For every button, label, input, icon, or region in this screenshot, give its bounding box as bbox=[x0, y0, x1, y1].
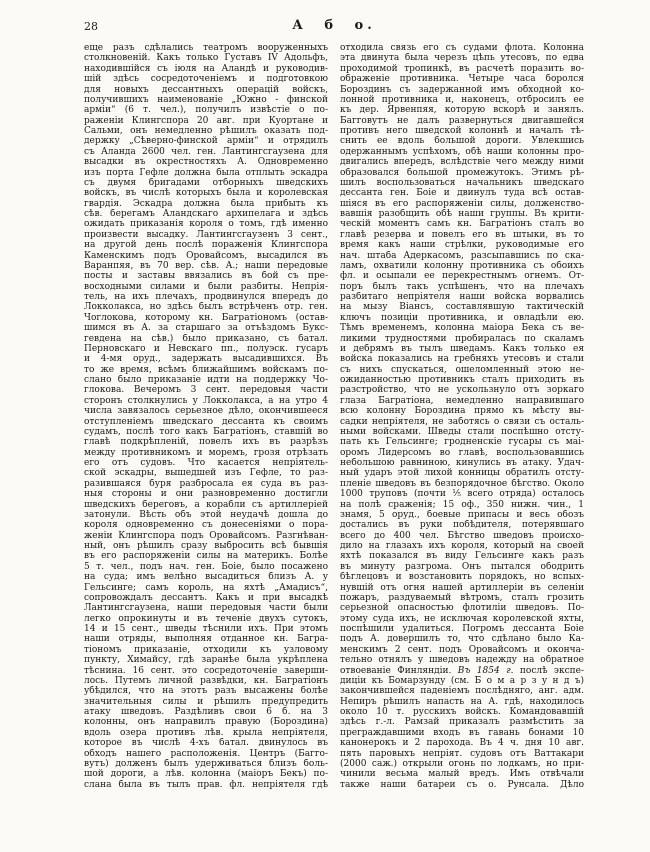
page-header bbox=[84, 18, 584, 36]
text-line: то же время, всѣмъ ближайшимъ войскамъ по- bbox=[84, 364, 328, 375]
text-line: вавшія разобщить обѣ наши группы. Въ крити- bbox=[340, 209, 584, 219]
text-line: высадки въ окрестностяхъ А. Одновременно bbox=[84, 157, 328, 168]
text-line: тельно отнялъ у шведовъ надежду на обратное bbox=[340, 655, 584, 666]
text-line: Бороздинъ съ задержанной имъ обходной ко- bbox=[340, 84, 584, 95]
text-line: знамя, 5 оруд., боевые припасы и весь обозъ bbox=[340, 509, 584, 520]
text-line: всего до 400 чел. Бѣгство шведовъ происхо- bbox=[340, 530, 584, 541]
text-line: къ дер. Ярвенпяя, которую вскорѣ и занялъ. bbox=[340, 105, 584, 116]
text-line: здѣсь г.-л. Рамзай приказалъ размѣстить за bbox=[340, 717, 584, 728]
text-line: гвардія. Эскадра должна была прибыть къ bbox=[84, 198, 328, 209]
text-line: бѣглецовъ и возстановить порядокъ, но вспых- bbox=[340, 572, 584, 583]
text-line: изъ порта Гефле должна была отплыть эскадра bbox=[84, 167, 328, 178]
text-line: глаза Багратіона, немедленно направившаго bbox=[340, 395, 584, 406]
text-line: держку „Сѣверно-финской арміи“ и отрядилъ bbox=[84, 136, 328, 147]
text-line: лось. Путемъ личной развѣдки, кн. Багратіонъ bbox=[84, 675, 328, 686]
text-line: 5 т. чел., подъ нач. ген. Боіе, было посажено bbox=[84, 561, 328, 572]
text-line: сторонъ столкнулись у Локколакса, а на утро 4 bbox=[84, 395, 328, 406]
text-line: поспѣшили удалиться. Погромъ дессанта Боіе bbox=[340, 624, 584, 634]
text-line: произвести высадку. Лантингсгаузенъ 3 сент., bbox=[84, 229, 328, 240]
text-line: фл. и осыпали ее перекрестнымъ огнемъ. От- bbox=[340, 271, 584, 282]
text-line: ныя стороны и они разновременно достигли bbox=[84, 489, 328, 500]
text-line: ской эскадры, вышедшей изъ Гефле, то раз- bbox=[84, 468, 328, 479]
text-line: диціи къ Бомарзунду (см. Б о м а р з у н д ъ) bbox=[340, 675, 584, 686]
text-line: которое въ числѣ 4-хъ батал. двинулось въ bbox=[84, 738, 328, 749]
text-line: съ нихъ спускаться, ошеломленный этою не- bbox=[340, 364, 584, 375]
text-line: слана была въ тылъ прав. фл. непріятеля гдѣ bbox=[84, 779, 328, 790]
text-line: шій здѣсь сосредоточеніемъ и подготовкою bbox=[84, 74, 328, 85]
text-line: обходъ нашего расположенія. Центръ (Багго- bbox=[84, 748, 328, 759]
text-line: пять паровыхъ непріят. судовъ отъ Ваттакари bbox=[340, 748, 584, 759]
text-line: въ минуту разгрома. Онъ пытался ободрить bbox=[340, 561, 584, 572]
text-line: отходила связь его съ судами флота. Колонна bbox=[340, 43, 584, 53]
text-line: главѣ подкрѣпленій, повелъ ихъ въ разрѣзъ bbox=[84, 437, 328, 448]
text-line: (2000 саж.) открыли огонь по лодкамъ, но при- bbox=[340, 758, 584, 769]
text-line: Непиръ рѣшилъ напасть на А. гдѣ, находилось bbox=[340, 696, 584, 707]
text-line: на суда; имъ велѣно высадиться близъ А. у bbox=[84, 572, 328, 583]
text-line: преграждавшими входъ въ гавань бонами 10 bbox=[340, 727, 584, 738]
text-line: достались въ руки побѣдителя, потерявшаго bbox=[340, 520, 584, 531]
text-line: лонной противника и, наконецъ, отбросилъ ее bbox=[340, 94, 584, 105]
text-line: проходимой тропинкѣ, въ расчетѣ поразить во- bbox=[340, 63, 584, 74]
text-line: пать къ Гельсинге; гродненскіе гусары съ маі- bbox=[340, 437, 584, 448]
text-line: чинили весьма малый вредъ. Имъ отвѣчали bbox=[340, 769, 584, 780]
text-line: сопровождалъ дессантъ. Какъ и при высадкѣ bbox=[84, 592, 328, 603]
text-line: посты и заставы ввязались въ бой съ пре- bbox=[84, 271, 328, 282]
text-line: серьезной опасностью флотиліи шведовъ. По- bbox=[340, 603, 584, 614]
text-line: нач. штаба Адеркасомъ, разсыпавшись по ска- bbox=[340, 250, 584, 261]
text-line: нувшій отъ огня нашей артиллеріи въ селеніи bbox=[340, 582, 584, 593]
text-line: войска показались на гребняхъ утесовъ и стали bbox=[340, 354, 584, 365]
text-line: шіяся въ его распоряженіи силы, долженство- bbox=[340, 198, 584, 209]
text-line: съ Аланда 2600 чел. ген. Лантингсгаузена для bbox=[84, 146, 328, 157]
text-line: ламъ, охватили колонну противника съ обоихъ bbox=[340, 260, 584, 271]
text-line: Перновскаго и Невскаго пп., полуэск. гусаръ bbox=[84, 343, 328, 354]
text-line: вдоль озера противъ лѣв. крыла непріятеля, bbox=[84, 727, 328, 738]
text-line: садки непріятеля, не заботясь о связи съ осталь- bbox=[340, 416, 584, 427]
text-line: отвоеваніе Финляндіи. Въ 1854 г. послѣ экспе- bbox=[340, 665, 584, 676]
text-line: гевдена на сѣв.) было приказано, съ батал. bbox=[84, 333, 328, 344]
text-line: Гельсинге; самъ король, на яхтѣ „Амадисъ“, bbox=[84, 582, 328, 593]
page-number: 28 bbox=[84, 20, 98, 33]
text-line: пожаръ, раздуваемый вѣтромъ, сталъ грозить bbox=[340, 592, 584, 603]
text-line: двигались впередъ, вслѣдствіе чего между ними bbox=[340, 157, 584, 168]
right-column bbox=[340, 43, 584, 790]
text-line: восходными силами и были разбиты. Непрія- bbox=[84, 281, 328, 292]
text-line: Локколакса, но здѣсь былъ встрѣченъ отр. ген. bbox=[84, 302, 328, 313]
text-line: ными войсками. Шведы стали поспѣшно отсту- bbox=[340, 426, 584, 437]
text-line: Каменскимъ подъ Оровайсомъ, высадился въ bbox=[84, 250, 328, 261]
text-line: на мызу Віансъ, составлявшую тактическій bbox=[340, 302, 584, 313]
text-line: шведскихъ береговъ, а корабли съ артиллеріей bbox=[84, 499, 328, 510]
text-line: атаку шведовъ. Раздѣливъ свои 6 б. на 3 bbox=[84, 707, 328, 717]
text-line: шимся въ А. за старшаго за отъѣздомъ Букс- bbox=[84, 323, 328, 334]
text-line: оромъ Лидерсомъ во главѣ, воспользовавшись bbox=[340, 447, 584, 458]
text-line: числа завязалось серьезное дѣло, окончившееся bbox=[84, 406, 328, 417]
text-line: ображеніе противника. Четыре часа боролся bbox=[340, 74, 584, 85]
text-line: разбитаго непріятеля наши войска ворвались bbox=[340, 292, 584, 302]
text-line: наши отряды, выполняя отданное кн. Багра- bbox=[84, 634, 328, 645]
text-line: ный ударъ этой лихой конницы обратилъ отсту- bbox=[340, 468, 584, 479]
text-line: между противникомъ и моремъ, грозя отрѣзать bbox=[84, 447, 328, 458]
text-line: отступленіемъ шведскаго дессанта къ своимъ bbox=[84, 416, 328, 427]
text-line: женіи Клингспора подъ Оровайсомъ. Разгнѣван- bbox=[84, 530, 328, 541]
text-line: образовался большой промежутокъ. Этимъ рѣ- bbox=[340, 167, 584, 178]
text-line: глокова. Вечеромъ 3 сент. передовыя части bbox=[84, 385, 328, 396]
text-line: эта двинута была черезъ цѣпь утесовъ, по едва bbox=[340, 53, 584, 64]
text-line: на полѣ сраженія; 15 оф., 350 нижн. чин., 1 bbox=[340, 499, 584, 510]
text-line: ческій моментъ самъ кн. Багратіонъ сталъ во bbox=[340, 219, 584, 230]
text-line: противъ него шведской колоннѣ и началъ тѣ- bbox=[340, 126, 584, 136]
text-line: дессанта ген. Боіе и двинулъ туда всѣ остав- bbox=[340, 188, 584, 199]
text-line: ликими трудностями пробиралась по скаламъ bbox=[340, 333, 584, 344]
text-line: яхтѣ показался въ виду Гельсинге какъ разъ bbox=[340, 551, 584, 562]
text-line: Лантингсгаузена, наши передовыя части были bbox=[84, 603, 328, 614]
text-line: шой дороги, а лѣв. колонна (маіоръ Бекъ) по- bbox=[84, 769, 328, 780]
text-line: пленіе шведовъ въ безпорядочное бѣгство. Около bbox=[340, 478, 584, 489]
text-line: всю колонну Бороздина прямо къ мѣсту вы- bbox=[340, 406, 584, 417]
text-line: Сальми, онъ немедленно рѣшилъ оказать под- bbox=[84, 126, 328, 136]
text-line: сѣв. берегамъ Аландскаго архипелага и здѣсь bbox=[84, 209, 328, 219]
text-line: вутъ) долженъ былъ удерживаться близъ боль- bbox=[84, 758, 328, 769]
text-line: раженіи Клингспора 20 авг. при Куортане и bbox=[84, 115, 328, 126]
page-title: А б о. bbox=[292, 18, 376, 33]
text-line: разившаяся буря разбросала ея суда въ раз- bbox=[84, 478, 328, 489]
text-line: значительныя силы и рѣшилъ предупредить bbox=[84, 696, 328, 707]
text-line: легко опрокинуты и въ теченіе двухъ сутокъ, bbox=[84, 613, 328, 624]
article-text bbox=[84, 43, 584, 790]
text-line: еще разъ сдѣлались театромъ вооруженныхъ bbox=[84, 43, 328, 53]
text-line: затонули. Вѣсть объ этой неудачѣ дошла до bbox=[84, 509, 328, 520]
text-line: 1000 труповъ (почти ⅕ всего отряда) осталось bbox=[340, 489, 584, 500]
text-line: пункту, Химайсу, гдѣ заранѣе была укрѣплена bbox=[84, 655, 328, 666]
text-line: его отъ судовъ. Что касается непріятель- bbox=[84, 458, 328, 468]
text-line: разстройство, что не ускользнуло отъ зоркаго bbox=[340, 385, 584, 396]
text-line: закончившейся паденіемъ послѣдняго, анг. адм. bbox=[340, 686, 584, 697]
text-line: 14 и 15 сент., шведы тѣснили ихъ. При этомъ bbox=[84, 624, 328, 634]
text-line: подъ А. довершилъ то, что сдѣлано было Ка- bbox=[340, 634, 584, 645]
text-line: небольшою равниною, кинулись въ атаку. Удач- bbox=[340, 458, 584, 468]
text-line: Тѣмъ временемъ, колонна маіора Бека съ ве- bbox=[340, 323, 584, 334]
text-line: также наши батареи съ о. Рунсала. Дѣло bbox=[340, 779, 584, 790]
text-line: ожиданностью противникъ сталъ приходить въ bbox=[340, 375, 584, 385]
text-line: съ двумя бригадами отборныхъ шведскихъ bbox=[84, 177, 328, 188]
text-line: находившійся съ іюля на Аландѣ и руководив- bbox=[84, 63, 328, 74]
text-line: Багговутъ не далъ развернуться двигавшейся bbox=[340, 115, 584, 126]
text-line: около 10 т. русскихъ войскъ. Командовавшій bbox=[340, 707, 584, 717]
text-line: шилъ воспользоваться начальникъ шведскаго bbox=[340, 177, 584, 188]
text-line: менскимъ 2 сент. подъ Оровайсомъ и оконча- bbox=[340, 644, 584, 655]
text-line: этому суда ихъ, не исключая королевской яхты, bbox=[340, 613, 584, 624]
text-line: получившихъ наименованіе „Южно - финской bbox=[84, 94, 328, 105]
text-line: ключъ позиціи противника, и овладѣли ею. bbox=[340, 312, 584, 323]
text-line: главѣ резерва и повелъ его въ штыки, въ то bbox=[340, 229, 584, 240]
text-line: и 4-мя оруд., задержать высадившихся. Въ bbox=[84, 354, 328, 365]
text-line: тіономъ приказаніе, отходили къ узловому bbox=[84, 644, 328, 655]
text-line: ный, онъ рѣшилъ сразу выбросить всѣ бывшія bbox=[84, 541, 328, 551]
text-line: канонерокъ и 2 парохода. Въ 4 ч. дня 10 авг. bbox=[340, 738, 584, 749]
text-line: тѣснина. 16 сент. это сосредоточеніе заверши- bbox=[84, 665, 328, 676]
text-line: въ его распоряженіи силы на материкъ. Болѣе bbox=[84, 551, 328, 562]
text-line: Чоглокова, которому кн. Багратіономъ (остав- bbox=[84, 312, 328, 323]
text-line: снить ее вдоль большой дороги. Увлекшись bbox=[340, 136, 584, 147]
text-line: поръ былъ такъ успѣшенъ, что на плечахъ bbox=[340, 281, 584, 292]
text-line: на другой день послѣ пораженія Клингспора bbox=[84, 240, 328, 251]
text-line: столкновеній. Какъ только Густавъ IV Адольфъ, bbox=[84, 53, 328, 64]
text-line: для новыхъ дессантныхъ операцій войскъ, bbox=[84, 84, 328, 95]
text-line: войскъ, въ числѣ которыхъ была и королевская bbox=[84, 188, 328, 199]
text-line: слано было приказаніе идти на поддержку Чо- bbox=[84, 375, 328, 385]
text-line: дило на глазахъ ихъ короля, который на своей bbox=[340, 541, 584, 551]
text-line: одержаннымъ успѣхомъ, обѣ наши колонны про- bbox=[340, 146, 584, 157]
text-line: время какъ наши стрѣлки, руководимые его bbox=[340, 240, 584, 251]
text-line: Варанпяя, въ 70 вер. сѣв. А.; наши передовые bbox=[84, 260, 328, 271]
text-line: и дебрямъ въ тылъ шведамъ. Какъ только ея bbox=[340, 343, 584, 354]
text-line: ожидать приказанія короля о томъ, гдѣ именно bbox=[84, 219, 328, 230]
text-line: убѣдился, что на этотъ разъ высажены болѣе bbox=[84, 686, 328, 697]
text-line: короля одновременно съ донесеніями о пора- bbox=[84, 520, 328, 531]
text-line: тель, на ихъ плечахъ, продвинулся впередъ до bbox=[84, 292, 328, 302]
text-line: арміи“ (6 т. чел.), получилъ извѣстіе о по- bbox=[84, 105, 328, 116]
text-line: колонны, онъ направилъ правую (Бороздина) bbox=[84, 717, 328, 728]
left-column bbox=[84, 43, 328, 790]
text-line: судамъ, послѣ того какъ Багратіонъ, ставшій во bbox=[84, 426, 328, 437]
